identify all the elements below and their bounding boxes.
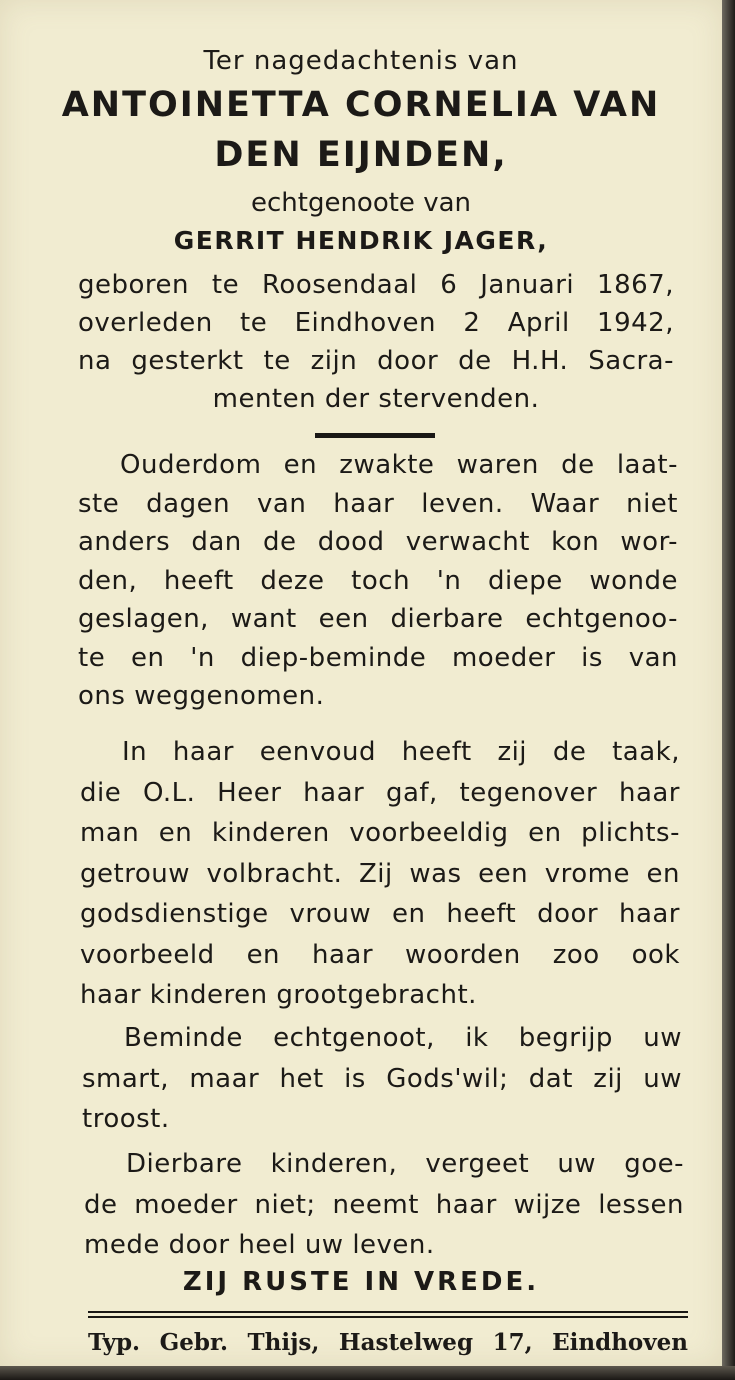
paragraph-line: ste dagen van haar leven. Waar niet: [78, 488, 678, 519]
printer-imprint: Typ. Gebr. Thijs, Hastelweg 17, Eindhoven: [88, 1329, 688, 1356]
paragraph-line: smart, maar het is Gods'wil; dat zij uw: [82, 1063, 682, 1094]
paragraph-line: Ouderdom en zwakte waren de laat-: [120, 450, 678, 480]
card-edge-shadow-bottom: [0, 1366, 735, 1380]
life-details-line: na gesterkt te zijn door de H.H. Sacra-: [78, 346, 674, 376]
paragraph-line: voorbeeld en haar woorden zoo ook: [80, 939, 680, 970]
paragraph-line: te en 'n diep-beminde moeder is van: [78, 642, 678, 673]
paragraph-line: Dierbare kinderen, vergeet uw goe-: [126, 1149, 684, 1179]
footer-rule-bottom: [88, 1316, 688, 1318]
paragraph-line: anders dan de dood verwacht kon wor-: [78, 527, 678, 557]
paragraph-3: [82, 1018, 682, 1140]
paragraph-line: In haar eenvoud heeft zij de taak,: [122, 737, 680, 767]
paragraph-line: getrouw volbracht. Zij was een vrome en: [80, 858, 680, 889]
paragraph-2: [80, 732, 680, 1016]
deceased-name-line-1: ANTOINETTA CORNELIA VAN: [61, 85, 661, 125]
footer-rule-top: [88, 1311, 688, 1313]
divider: [315, 433, 435, 438]
paragraph-line: geslagen, want een dierbare echtgenoo-: [78, 604, 678, 634]
life-details-line: geboren te Roosendaal 6 Januari 1867,: [78, 270, 674, 300]
relation-text: echtgenoote van: [250, 188, 471, 218]
paragraph-line: godsdienstige vrouw en heeft door haar: [80, 899, 680, 929]
deceased-name-line-2: DEN EIJNDEN,: [214, 135, 508, 175]
closing-blessing: ZIJ RUSTE IN VREDE.: [182, 1267, 540, 1297]
paragraph-line: Beminde echtgenoot, ik begrijp uw: [124, 1023, 682, 1053]
paragraph-1: [78, 446, 678, 716]
paragraph-line: man en kinderen voorbeeldig en plichts-: [80, 818, 680, 848]
paragraph-line: die O.L. Heer haar gaf, tegenover haar: [80, 777, 680, 808]
paragraph-line: de moeder niet; neemt haar wijze lessen: [84, 1189, 684, 1220]
life-details-line: menten der stervenden.: [212, 384, 540, 414]
paragraph-line: ons weggenomen.: [78, 681, 325, 711]
life-details: [78, 266, 674, 418]
card-edge-shadow-right: [722, 0, 735, 1380]
spouse-name: GERRIT HENDRIK JAGER,: [173, 226, 549, 255]
paragraph-4: [84, 1144, 684, 1266]
paragraph-line: den, heeft deze toch 'n diepe wonde: [78, 565, 678, 596]
intro-text: Ter nagedachtenis van: [203, 46, 519, 76]
paragraph-line: haar kinderen grootgebracht.: [80, 980, 477, 1010]
life-details-line: overleden te Eindhoven 2 April 1942,: [78, 308, 674, 338]
paragraph-line: troost.: [82, 1104, 170, 1134]
paragraph-line: mede door heel uw leven.: [84, 1230, 435, 1260]
